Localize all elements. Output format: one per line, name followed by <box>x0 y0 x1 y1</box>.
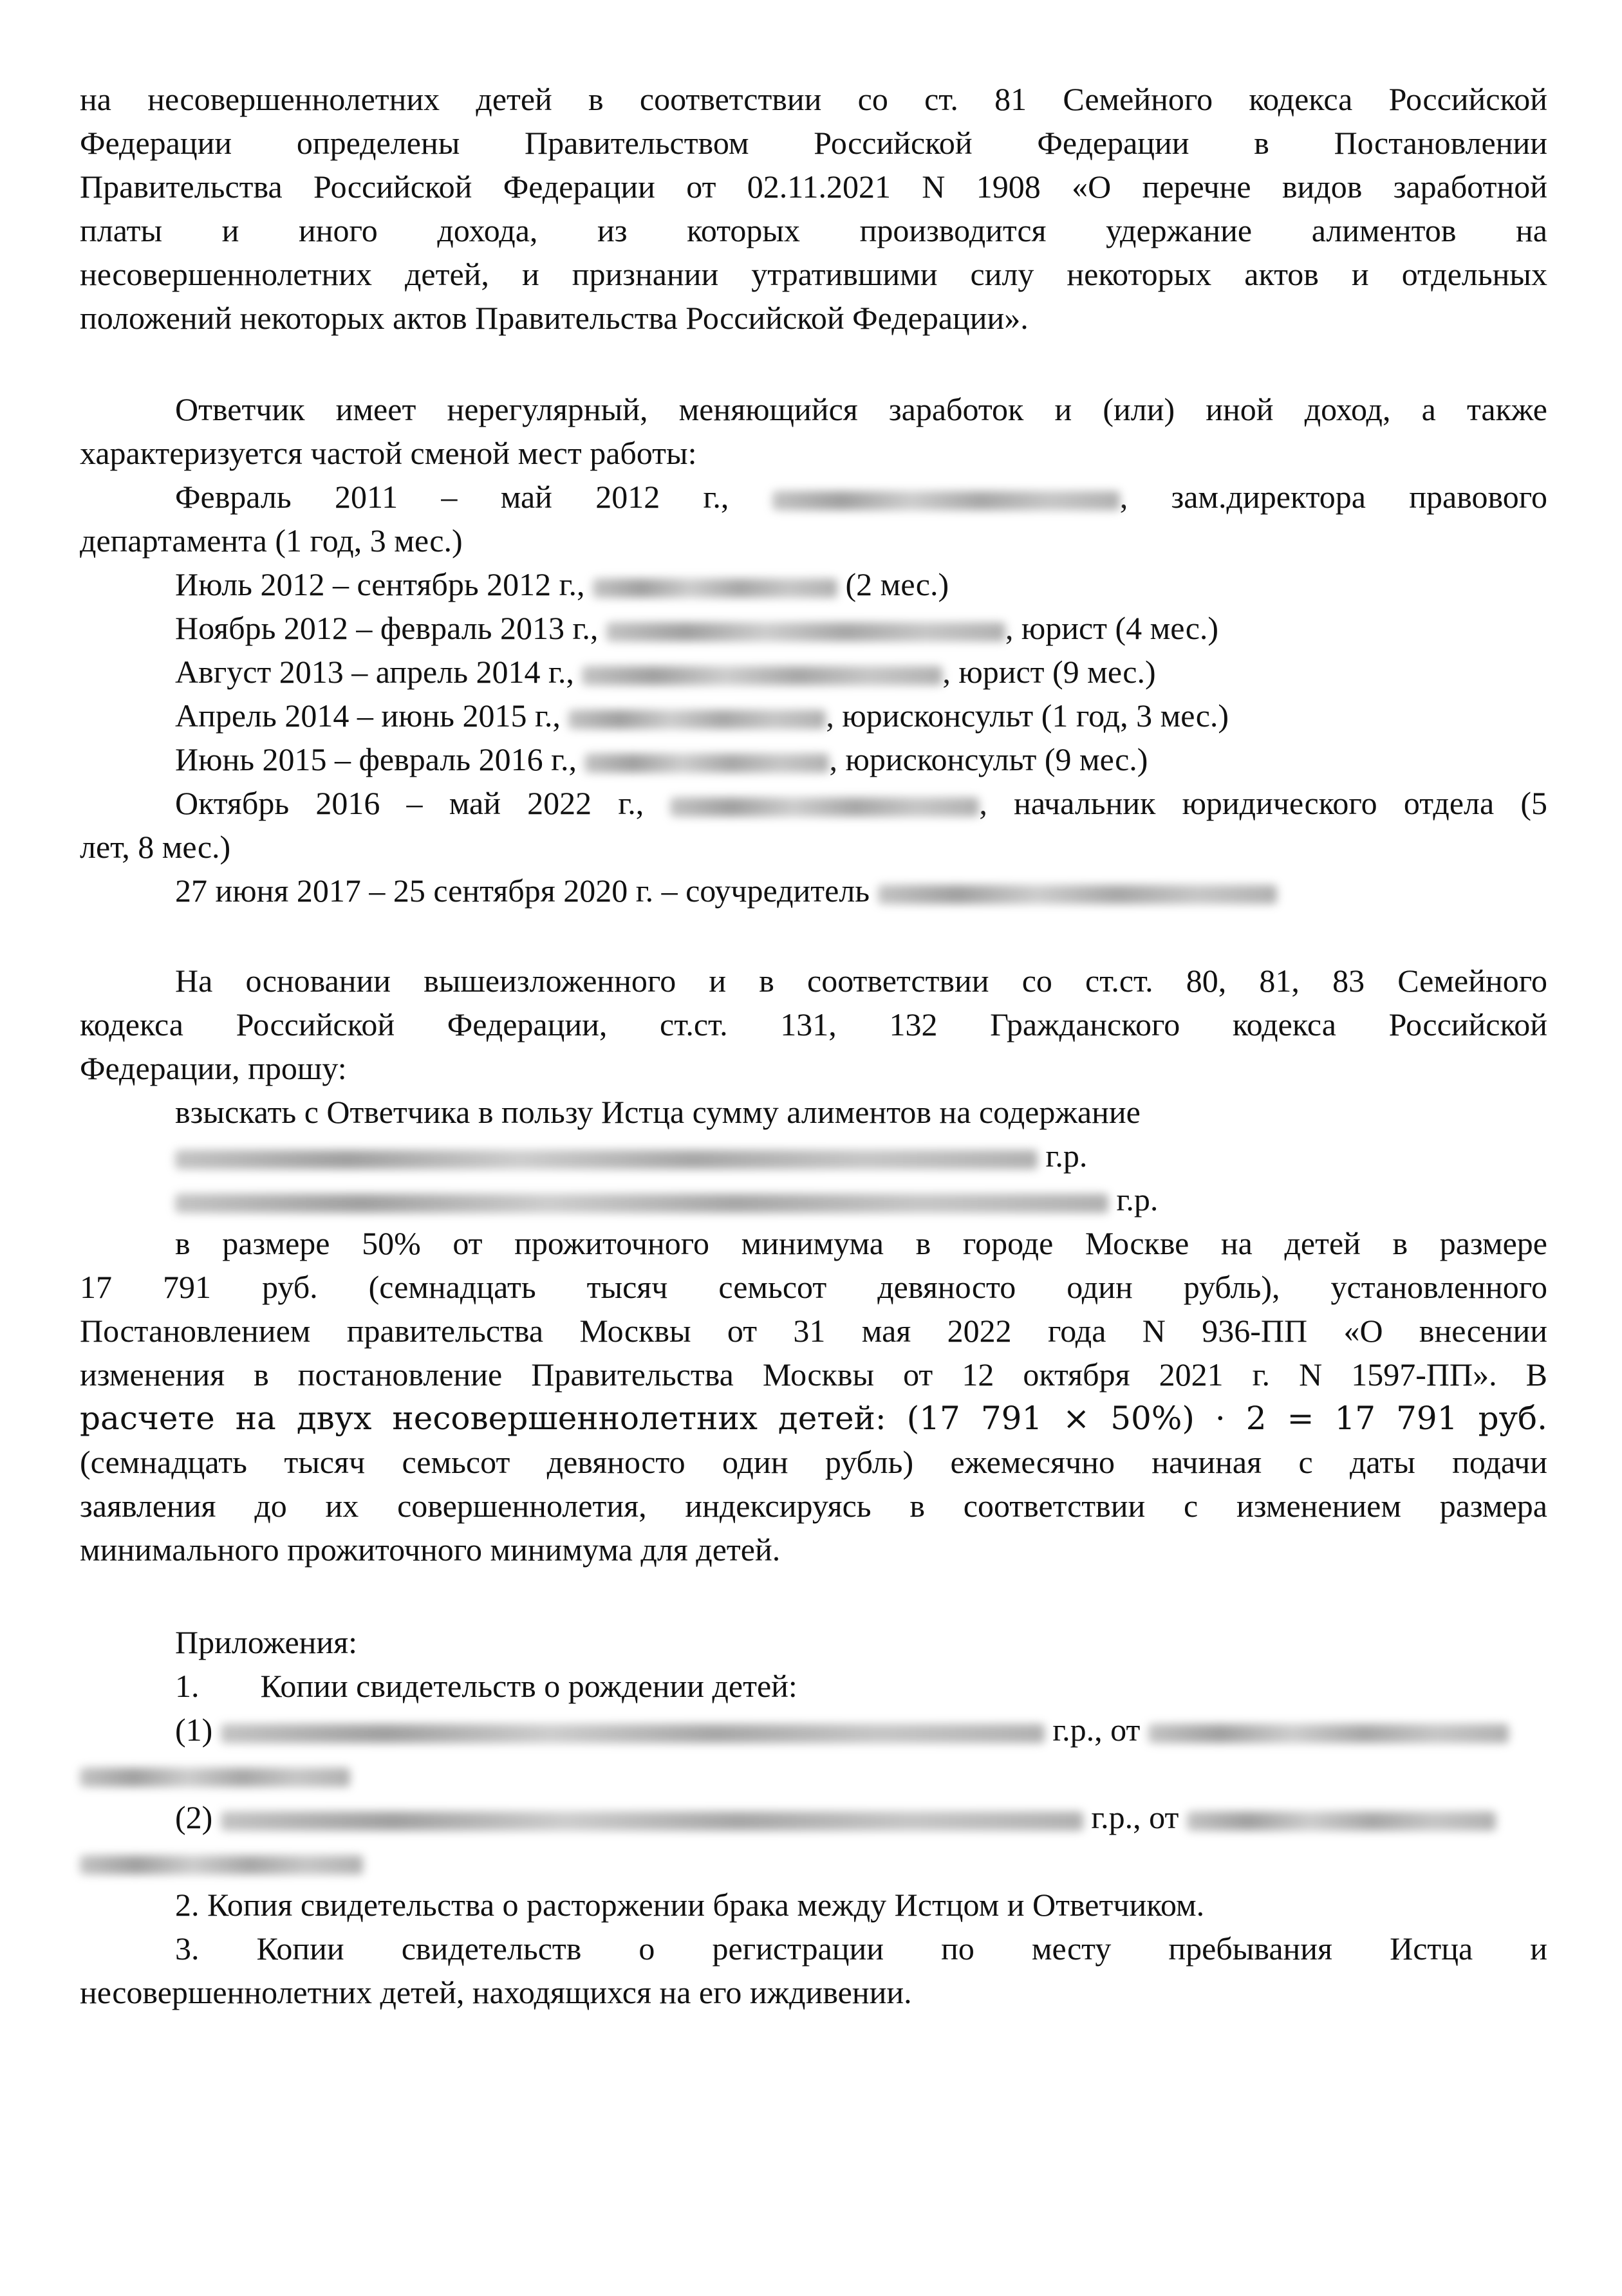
redacted-employer <box>670 797 979 817</box>
redacted-employer <box>582 666 942 685</box>
job-entry <box>175 737 1148 781</box>
paragraph-line: минимального прожиточного минимума для детей. <box>80 1532 781 1568</box>
redacted-employer <box>593 579 837 598</box>
paragraph-line: кодекса Российской Федерации, ст.ст. 131, 132 Гражданского кодекса Российской <box>80 1006 1547 1042</box>
subitem-number: (2) <box>175 1799 213 1835</box>
job-period: Ноябрь 2012 – февраль 2013 г., <box>175 610 599 646</box>
job-period: 27 июня 2017 – 25 сентября 2020 г. – соучредитель <box>175 873 870 909</box>
job-entry <box>175 475 1547 519</box>
redacted-child-name <box>175 1150 1038 1169</box>
appendix-item: 2. Копия свидетельства о расторжении брака между Истцом и Ответчиком. <box>175 1887 1205 1923</box>
redacted-employer <box>584 754 829 773</box>
job-entry <box>175 650 1156 694</box>
redacted-employer <box>568 710 826 729</box>
appendix-item-continuation: несовершеннолетних детей, находящихся на его иждивении. <box>80 1974 912 2010</box>
redacted-employer <box>606 622 1005 642</box>
job-entry-continuation: департамента (1 год, 3 мес.) <box>80 523 463 559</box>
job-period: Июнь 2015 – февраль 2016 г., <box>175 741 577 777</box>
paragraph-line: несовершеннолетних детей, и признании утратившими силу некоторых актов и отдельных <box>80 256 1547 292</box>
appendix-subitem <box>175 1708 1509 1752</box>
redacted-child-name <box>221 1724 1045 1743</box>
job-period: Октябрь 2016 – май 2022 г., <box>175 785 644 821</box>
job-entry-continuation: лет, 8 мес.) <box>80 829 231 865</box>
paragraph-line: Постановлением правительства Москвы от 31 мая 2022 года N 936-ПП «О внесении <box>80 1313 1547 1349</box>
job-details: , зам.директора правового <box>1119 479 1547 515</box>
birth-suffix: г.р. <box>1045 1138 1088 1174</box>
paragraph-line: 17 791 руб. (семнадцать тысяч семьсот девяносто один рубль), установленного <box>80 1269 1547 1305</box>
paragraph-line: на несовершеннолетних детей в соответствии со ст. 81 Семейного кодекса Российской <box>80 81 1547 117</box>
paragraph-line: изменения в постановление Правительства Москвы от 12 октября 2021 г. N 1597-ПП». В <box>80 1356 1547 1393</box>
paragraph-line: Федерации, прошу: <box>80 1050 347 1086</box>
appendix-item <box>175 1664 797 1708</box>
paragraph-line: Ответчик имеет нерегулярный, меняющийся заработок и (или) иной доход, а также <box>175 391 1547 427</box>
paragraph-line: платы и иного дохода, из которых производится удержание алиментов на <box>80 212 1547 248</box>
job-details: , начальник юридического отдела (5 <box>979 785 1547 821</box>
job-details: , юрисконсульт (1 год, 3 мес.) <box>826 698 1229 734</box>
child-entry <box>175 1134 1087 1178</box>
job-period: Июль 2012 – сентябрь 2012 г., <box>175 566 585 602</box>
job-period: Август 2013 – апрель 2014 г., <box>175 654 574 690</box>
job-period: Февраль 2011 – май 2012 г., <box>175 479 729 515</box>
job-details: (2 мес.) <box>845 566 949 602</box>
redacted-child-name <box>175 1194 1108 1213</box>
appendix-title: Приложения: <box>175 1624 358 1660</box>
paragraph-line: в размере 50% от прожиточного минимума в городе Москве на детей в размере <box>175 1225 1547 1261</box>
appendix-subitem <box>175 1795 1496 1839</box>
job-entry <box>175 606 1218 650</box>
job-details: , юрист (4 мес.) <box>1005 610 1219 646</box>
redacted-company <box>878 885 1277 904</box>
appendix-subitem-continuation <box>80 1752 350 1795</box>
request-line: взыскать с Ответчика в пользу Истца сумму алиментов на содержание <box>175 1094 1141 1130</box>
paragraph-line: положений некоторых актов Правительства Российской Федерации». <box>80 300 1029 336</box>
paragraph-line: расчете на двух несовершеннолетних детей: (17 791 × 50%) · 2 = 17 791 руб. <box>80 1400 1547 1437</box>
paragraph-line: заявления до их совершеннолетия, индексируясь в соответствии с изменением размера <box>80 1488 1547 1524</box>
paragraph-line: (семнадцать тысяч семьсот девяносто один рубль) ежемесячно начиная с даты подачи <box>80 1444 1547 1480</box>
appendix-item: 3. Копии свидетельств о регистрации по месту пребывания Истца и <box>175 1930 1547 1967</box>
appendix-item-text: Копии свидетельств о рождении детей: <box>260 1668 797 1704</box>
paragraph-line: Федерации определены Правительством Российской Федерации в Постановлении <box>80 125 1547 161</box>
redacted-certificate <box>1187 1811 1496 1831</box>
subitem-text: г.р., от <box>1052 1712 1141 1748</box>
redacted-certificate <box>80 1855 363 1875</box>
appendix-item-number: 1. <box>175 1668 200 1704</box>
job-entry <box>175 694 1229 737</box>
redacted-employer <box>772 491 1120 510</box>
subitem-number: (1) <box>175 1712 213 1748</box>
paragraph-line: Правительства Российской Федерации от 02.11.2021 N 1908 «О перечне видов заработной <box>80 169 1547 205</box>
paragraph-line: На основании вышеизложенного и в соответствии со ст.ст. 80, 81, 83 Семейного <box>175 963 1547 999</box>
appendix-subitem-continuation <box>80 1839 363 1883</box>
job-details: , юрисконсульт (9 мес.) <box>829 741 1148 777</box>
paragraph-line: характеризуется частой сменой мест работы: <box>80 435 697 471</box>
birth-suffix: г.р. <box>1116 1181 1159 1217</box>
job-entry <box>175 781 1547 825</box>
redacted-child-name <box>221 1811 1083 1831</box>
redacted-certificate <box>80 1768 350 1787</box>
job-entry <box>175 562 949 606</box>
job-entry <box>175 869 1277 912</box>
subitem-text: г.р., от <box>1091 1799 1179 1835</box>
job-period: Апрель 2014 – июнь 2015 г., <box>175 698 561 734</box>
job-details: , юрист (9 мес.) <box>942 654 1156 690</box>
redacted-certificate <box>1148 1724 1509 1743</box>
child-entry <box>175 1178 1158 1221</box>
